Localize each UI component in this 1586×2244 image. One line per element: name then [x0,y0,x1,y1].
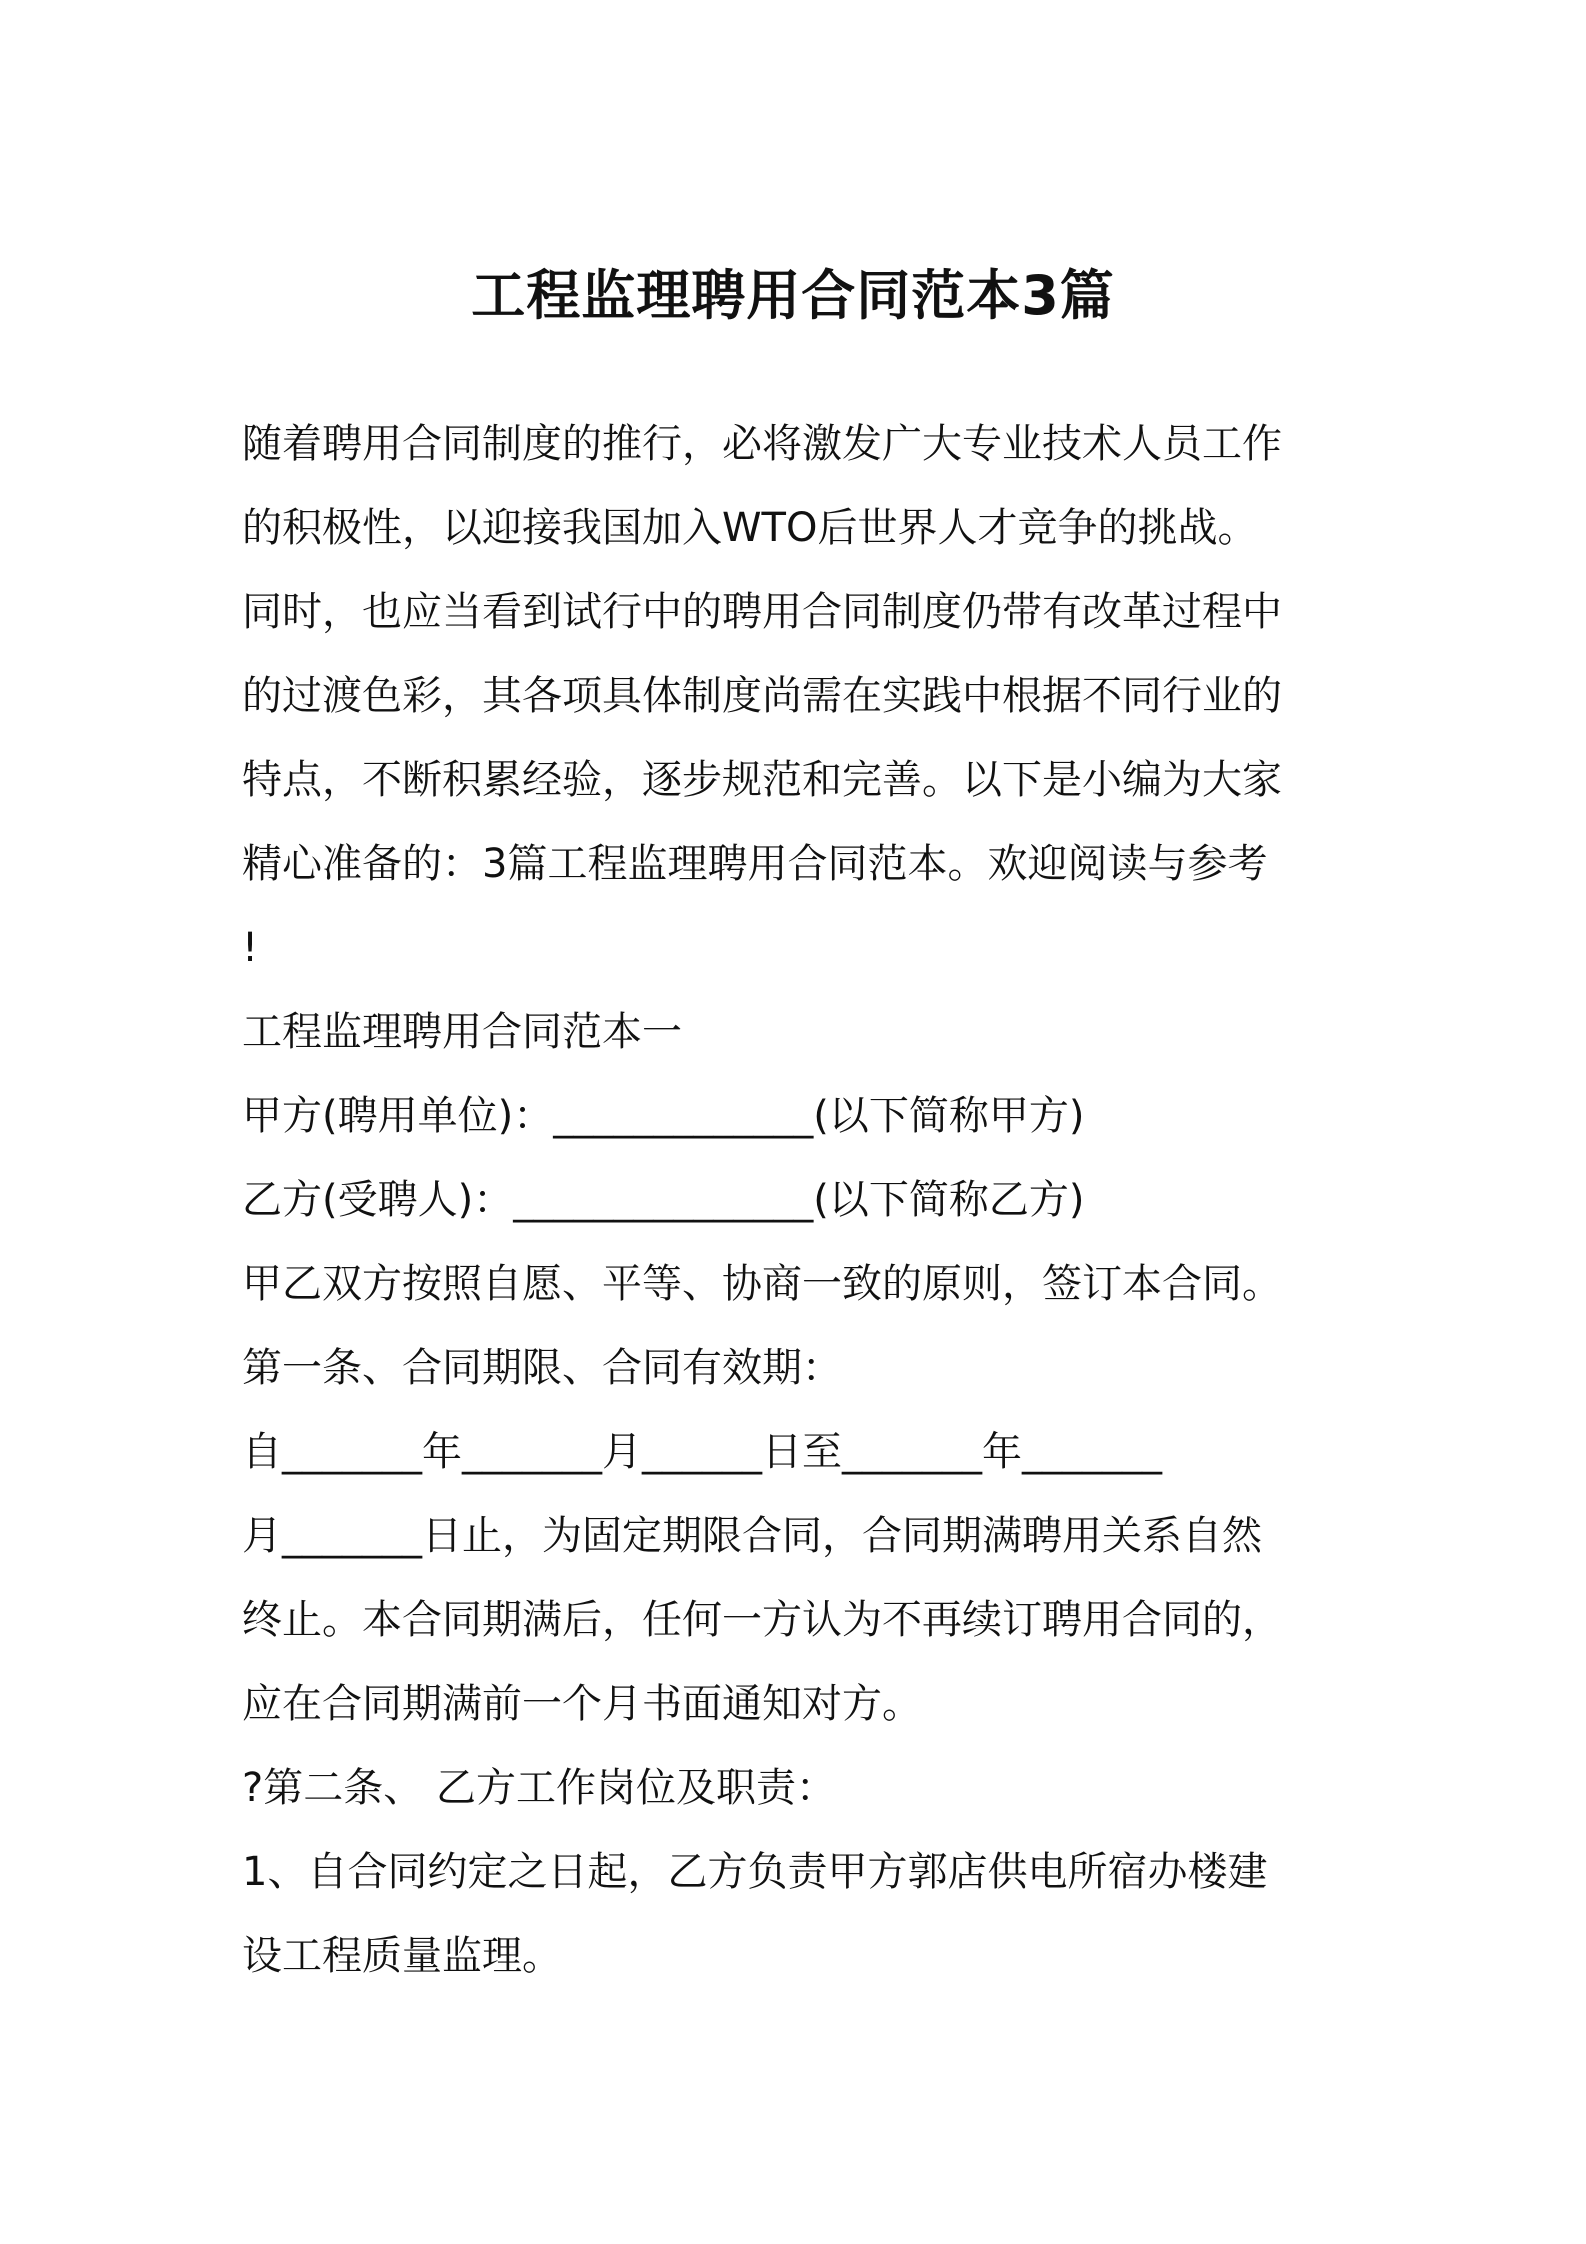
term-dates-line-4: 应在合同期满前一个月书面通知对方。 [242,1681,922,1727]
text-line-6: 精心准备的：3篇工程监理聘用合同范本。欢迎阅读与参考 [242,841,1268,887]
document-title: 工程监理聘用合同范本3篇 [471,264,1115,327]
text-line-1: 随着聘用合同制度的推行，必将激发广大专业技术人员工作 [242,421,1282,467]
party-b-line: 乙方(受聘人)：_______________(以下简称乙方) [242,1177,1085,1223]
section-heading-contract-one: 工程监理聘用合同范本一 [242,1009,682,1055]
text-line-3: 同时，也应当看到试行中的聘用合同制度仍带有改革过程中 [242,589,1282,635]
duty-item-1-line-2: 设工程质量监理。 [242,1933,562,1979]
text-line-5: 特点，不断积累经验，逐步规范和完善。以下是小编为大家 [242,757,1282,803]
text-line-4: 的过渡色彩，其各项具体制度尚需在实践中根据不同行业的 [242,673,1282,719]
document-body [242,402,1352,1998]
term-dates-line-2: 月_______日止，为固定期限合同，合同期满聘用关系自然 [242,1513,1262,1559]
term-dates-line-3: 终止。本合同期满后，任何一方认为不再续订聘用合同的， [242,1597,1282,1643]
duty-item-1-line-1: 1、自合同约定之日起，乙方负责甲方郭店供电所宿办楼建 [242,1849,1268,1895]
agreement-principle-line: 甲乙双方按照自愿、平等、协商一致的原则，签订本合同。 [242,1261,1282,1307]
text-line-2: 的积极性，以迎接我国加入WTO后世界人才竞争的挑战。 [242,505,1258,551]
text-line-7: ! [242,925,259,971]
article-two-heading: ?第二条、 乙方工作岗位及职责： [242,1765,836,1811]
article-one-heading: 第一条、合同期限、合同有效期： [242,1345,842,1391]
term-dates-line-1: 自_______年_______月______日至_______年_______ [242,1429,1162,1475]
party-a-line: 甲方(聘用单位)：_____________(以下简称甲方) [242,1093,1085,1139]
